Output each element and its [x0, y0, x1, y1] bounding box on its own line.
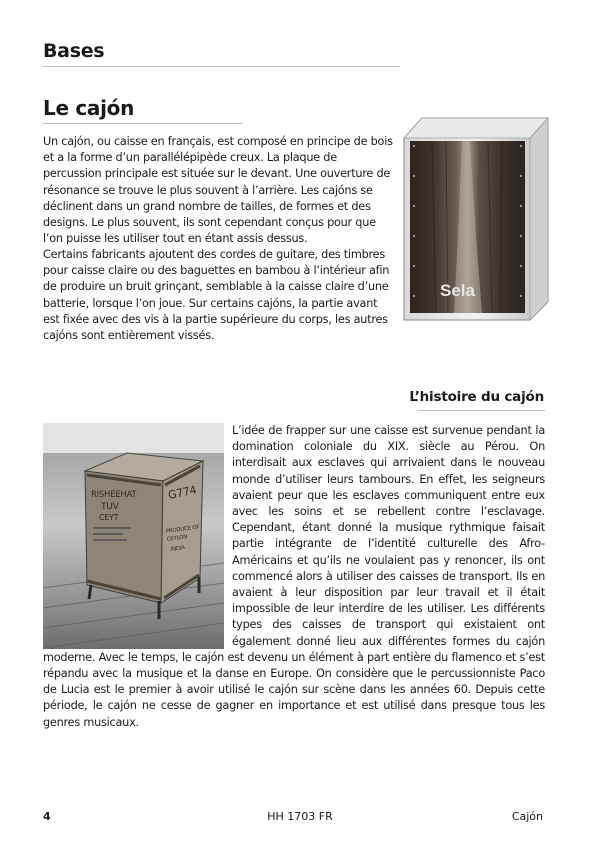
crate-photo [43, 423, 224, 649]
cajon-photo [402, 116, 550, 322]
crate-stencil-text: RISHEEHAT [91, 490, 137, 500]
page-title: Le cajón [43, 96, 135, 120]
crate-stencil-text: PRODUCE OF [165, 524, 200, 535]
crate-stencil-text: CEYLON [166, 534, 188, 543]
title-divider [43, 123, 243, 124]
history-divider [418, 410, 545, 411]
history-title: L’histoire du cajón [409, 389, 544, 405]
section-divider [43, 66, 400, 67]
intro-paragraph: Un cajón, ou caisse en français, est composé en principe de bois et a la forme d’un parallélépipède creux. La plaque de percussion principale est située sur le devant. Une ouverture de résonance se trouve le plus souvent à l’arrière. Les cajóns se déclinent dans un grand nombre de tailles, de formes et des designs. Le plus souvent, ils sont cependant conçus pour que l’on puisse les utiliser tout en étant assis dessus. [43, 135, 393, 246]
crate-stencil-text: TUV [101, 502, 119, 512]
sela-logo: Sela [440, 281, 475, 300]
crate-stencil-text: INDIA [170, 545, 186, 553]
crate-stencil-text: CEYT [99, 513, 119, 522]
history-block [43, 423, 545, 731]
catalog-code: HH 1703 FR [267, 810, 333, 823]
crate-stencil-text: G774 [166, 483, 198, 502]
history-paragraph: L’idée de frapper sur une caisse est survenue pendant la domination coloniale du XIX. siècle au Pérou. On interdisait aux esclaves qui arrivaient dans le nouveau monde d’utiliser leurs tambours. En effet, les seigneurs avaient peur que les esclaves communiquent entre eux avec les soins et se rebellent contre l’esclavage. Cependant, étant donné la musique rythmique faisait partie intégrante de l’identité culturelle des Afro-Américains et qu’ils ne voulaient pas y renoncer, ils ont commencé alors à utiliser des caisses de transport. Ils en avaient à leur disposition par leur travail et il était impossible de leur interdire de les utiliser. Les différents types des caisses de transport qui existaient ont également donné lieu aux différentes formes du cajón moderne. Avec le temps, le cajón est devenu un élément à part entière du flamenco et s’est répandu avec la musique et la danse en Europe. On considère que le percussionniste Paco de Lucia est le premier à avoir utilisé le cajón sur scène dans les années 60. Depuis cette période, le cajón ne cesse de gagner en importance et est utilisé dans presque tous les genres musicaux. [43, 424, 545, 729]
book-title: Cajón [511, 810, 543, 823]
intro-paragraph: Certains fabricants ajoutent des cordes de guitare, des timbres pour caisse claire ou des baguettes en bambou à l’intérieur afin de produire un bruit grinçant, semblable à la caisse claire d’une batterie, lorsque l’on joue. Sur certains cajóns, la partie avant est fixée avec des vis à la partie supérieure du corps, les autres cajóns sont entièrement vissés. [43, 248, 390, 343]
page-number: 4 [43, 810, 51, 823]
section-title: Bases [43, 40, 105, 62]
